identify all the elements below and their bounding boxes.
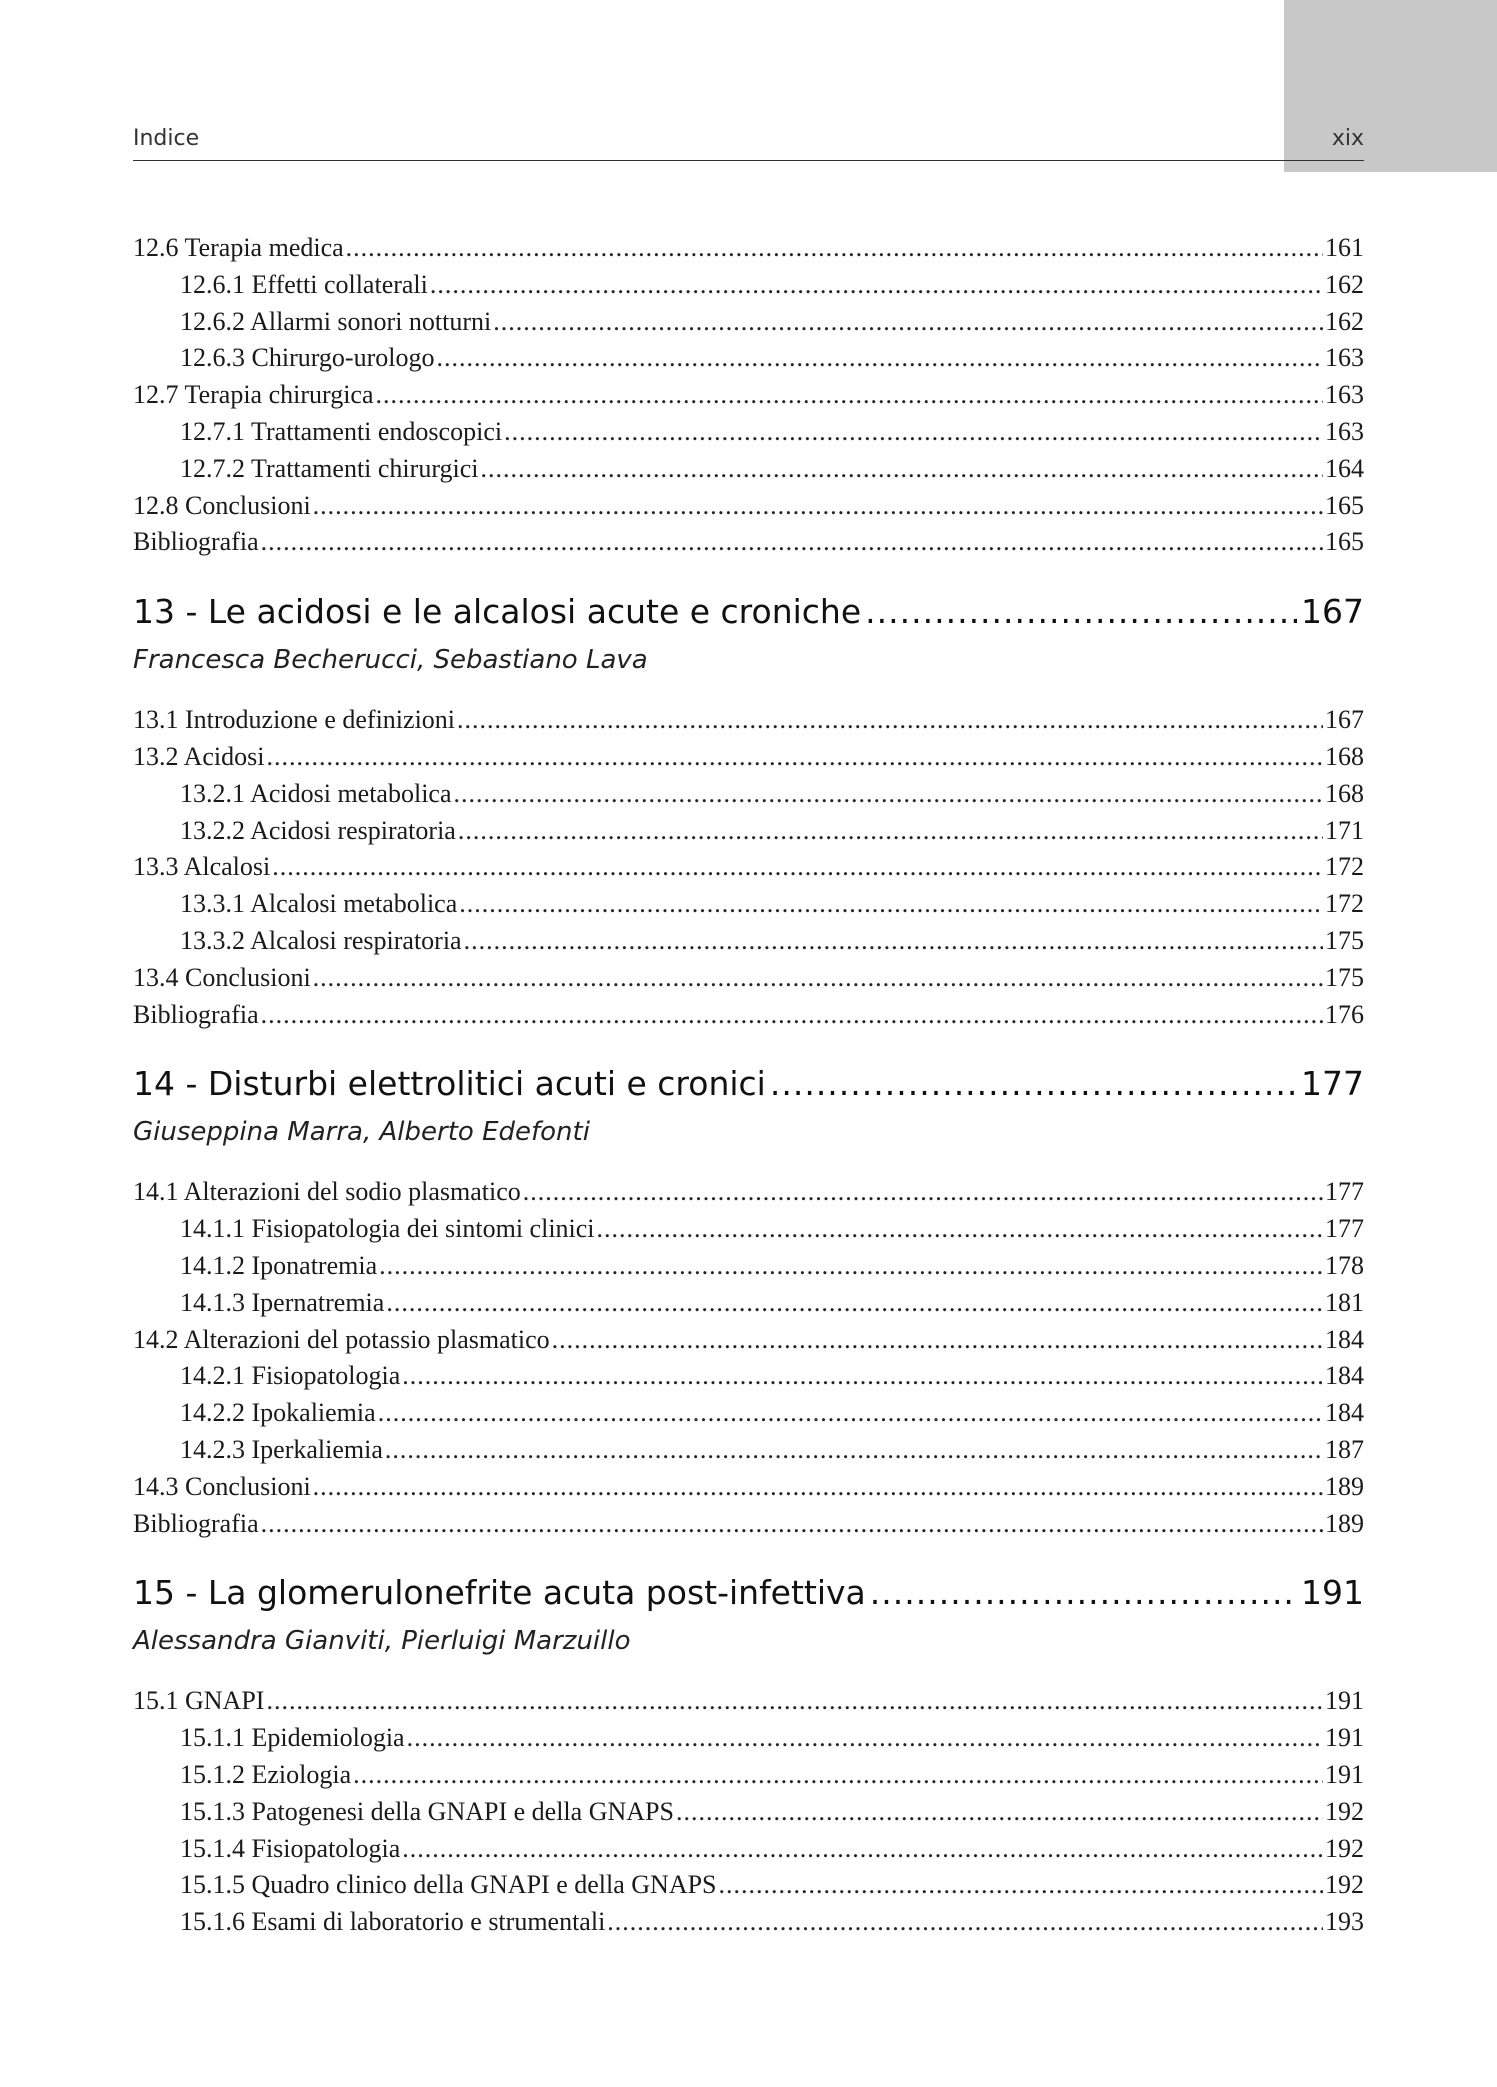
toc-entry[interactable]	[133, 776, 1364, 813]
entry-page-number: 175	[1325, 962, 1364, 992]
toc-entry[interactable]	[133, 1248, 1364, 1285]
entry-page-number: 172	[1325, 889, 1364, 919]
entry-label: 15.1.3 Patogenesi della GNAPI e della GNAPS	[180, 1796, 674, 1826]
entry-page-number: 161	[1325, 233, 1364, 262]
entry-page-number: 192	[1325, 1870, 1364, 1900]
entry-page-number: 162	[1325, 306, 1364, 336]
entry-page-number: 193	[1325, 1907, 1364, 1937]
toc-entry[interactable]	[133, 414, 1364, 451]
chapter-heading	[133, 1058, 1364, 1154]
toc-entry[interactable]	[133, 960, 1364, 997]
toc-entry[interactable]	[133, 1831, 1364, 1868]
entry-label: 13.4 Conclusioni	[133, 962, 311, 992]
entry-page-number: 177	[1325, 1214, 1364, 1244]
toc-entry[interactable]	[133, 1285, 1364, 1322]
entry-label: Bibliografia	[133, 1508, 259, 1538]
entry-page-number: 189	[1325, 1471, 1364, 1501]
entry-page-number: 189	[1325, 1508, 1364, 1538]
toc-entry[interactable]	[133, 702, 1364, 739]
entry-label: 12.7.1 Trattamenti endoscopici	[180, 416, 503, 446]
toc-block	[133, 586, 1364, 1033]
entry-label: 13.3 Alcalosi	[133, 852, 271, 882]
dot-leader	[464, 923, 1323, 960]
dot-leader	[385, 1432, 1323, 1469]
dot-leader	[353, 1757, 1323, 1794]
entry-page-number: 181	[1325, 1287, 1364, 1317]
dot-leader	[493, 304, 1323, 341]
entry-label: 15.1.4 Fisiopatologia	[180, 1833, 401, 1863]
toc-entry[interactable]	[133, 1211, 1364, 1248]
dot-leader	[266, 739, 1323, 776]
dot-leader	[430, 267, 1323, 304]
chapter-authors: Francesca Becherucci, Sebastiano Lava	[133, 645, 648, 676]
dot-leader	[261, 1506, 1323, 1543]
entry-page-number: 184	[1325, 1398, 1364, 1428]
entry-page-number: 163	[1325, 380, 1364, 410]
toc-block	[133, 1058, 1364, 1542]
entry-page-number: 165	[1325, 527, 1364, 557]
toc-entry[interactable]	[133, 1322, 1364, 1359]
entry-page-number: 187	[1325, 1434, 1364, 1464]
entry-label: 12.7 Terapia chirurgica	[133, 380, 374, 410]
entry-label: 15.1.2 Eziologia	[180, 1759, 352, 1789]
table-of-contents	[133, 230, 1364, 1941]
entry-page-number: 177	[1325, 1177, 1364, 1207]
entry-label: 12.6 Terapia medica	[133, 233, 344, 262]
entry-page-number: 178	[1325, 1250, 1364, 1280]
dot-leader	[376, 377, 1323, 414]
entry-page-number: 165	[1325, 490, 1364, 520]
dot-leader	[454, 776, 1323, 813]
toc-block	[133, 230, 1364, 561]
dot-leader	[719, 1867, 1323, 1904]
dot-leader	[457, 702, 1323, 739]
chapter-heading	[133, 586, 1364, 682]
entry-page-number: 163	[1325, 343, 1364, 373]
entry-label: 12.6.2 Allarmi sonori notturni	[180, 306, 492, 336]
chapter-page-number: 191	[1301, 1573, 1364, 1613]
entry-label: Bibliografia	[133, 527, 259, 557]
entry-label: 13.2.2 Acidosi respiratoria	[180, 815, 456, 845]
entry-page-number: 184	[1325, 1361, 1364, 1391]
toc-entry[interactable]	[133, 340, 1364, 377]
chapter-title-label: 14 - Disturbi elettrolitici acuti e cronici	[133, 1064, 766, 1104]
entry-page-number: 164	[1325, 453, 1364, 483]
toc-entry[interactable]	[133, 886, 1364, 923]
dot-leader	[402, 1831, 1323, 1868]
dot-leader	[459, 886, 1323, 923]
chapter-page-number: 167	[1301, 592, 1364, 632]
toc-entry[interactable]	[133, 524, 1364, 561]
dot-leader	[523, 1174, 1323, 1211]
dot-leader	[379, 1248, 1323, 1285]
toc-entry[interactable]	[133, 1174, 1364, 1211]
entry-label: 14.2.2 Ipokaliemia	[180, 1398, 376, 1428]
toc-entry[interactable]	[133, 1469, 1364, 1506]
toc-entry[interactable]	[133, 488, 1364, 525]
entry-page-number: 176	[1325, 999, 1364, 1029]
entry-page-number: 163	[1325, 416, 1364, 446]
chapter-title[interactable]	[133, 586, 1364, 638]
chapter-title[interactable]	[133, 1567, 1364, 1619]
toc-entry[interactable]	[133, 1506, 1364, 1543]
entry-label: 12.6.1 Effetti collaterali	[180, 269, 428, 299]
entry-page-number: 168	[1325, 741, 1364, 771]
entry-page-number: 192	[1325, 1833, 1364, 1863]
dot-leader	[266, 1683, 1323, 1720]
dot-leader	[272, 849, 1323, 886]
entry-label: 14.1.3 Ipernatremia	[180, 1287, 385, 1317]
entry-label: 13.1 Introduzione e definizioni	[133, 705, 456, 735]
entry-page-number: 167	[1325, 705, 1364, 735]
toc-entry[interactable]	[133, 739, 1364, 776]
entry-label: 14.2.1 Fisiopatologia	[180, 1361, 401, 1391]
entry-label: Bibliografia	[133, 999, 259, 1029]
entry-page-number: 162	[1325, 269, 1364, 299]
entry-page-number: 172	[1325, 852, 1364, 882]
toc-entry[interactable]	[133, 267, 1364, 304]
dot-leader	[402, 1358, 1323, 1395]
entry-page-number: 175	[1325, 925, 1364, 955]
toc-entry[interactable]	[133, 1395, 1364, 1432]
toc-block	[133, 1567, 1364, 1941]
dot-leader	[676, 1794, 1323, 1831]
entry-label: 15.1.6 Esami di laboratorio e strumentali	[180, 1907, 606, 1937]
dot-leader	[378, 1395, 1323, 1432]
entry-label: 15.1.5 Quadro clinico della GNAPI e della GNAPS	[180, 1870, 717, 1900]
toc-entry[interactable]	[133, 230, 1364, 267]
entry-label: 13.2 Acidosi	[133, 741, 265, 771]
toc-entry[interactable]	[133, 377, 1364, 414]
dot-leader	[346, 230, 1323, 267]
entry-page-number: 184	[1325, 1324, 1364, 1354]
dot-leader	[261, 524, 1323, 561]
dot-leader	[261, 997, 1323, 1034]
toc-entry[interactable]	[133, 1683, 1364, 1720]
dot-leader	[552, 1322, 1323, 1359]
chapter-title-label: 13 - Le acidosi e le alcalosi acute e croniche	[133, 592, 862, 632]
header-section-title: Indice	[133, 126, 200, 151]
toc-entry[interactable]	[133, 923, 1364, 960]
entry-label: 14.3 Conclusioni	[133, 1471, 311, 1501]
chapter-heading	[133, 1567, 1364, 1663]
toc-entry[interactable]	[133, 1720, 1364, 1757]
entry-label: 14.1.1 Fisiopatologia dei sintomi clinici	[180, 1214, 595, 1244]
chapter-title[interactable]	[133, 1058, 1364, 1110]
entry-label: 12.8 Conclusioni	[133, 490, 311, 520]
dot-leader	[313, 960, 1323, 997]
entry-page-number: 191	[1325, 1759, 1364, 1789]
dot-leader	[597, 1211, 1323, 1248]
dot-leader	[865, 586, 1297, 638]
toc-entry[interactable]	[133, 451, 1364, 488]
entry-label: 12.7.2 Trattamenti chirurgici	[180, 453, 479, 483]
dot-leader	[436, 340, 1323, 377]
chapter-page-number: 177	[1301, 1064, 1364, 1104]
running-header	[133, 126, 1364, 161]
entry-label: 15.1.1 Epidemiologia	[180, 1723, 405, 1753]
toc-entry[interactable]	[133, 1904, 1364, 1941]
entry-page-number: 192	[1325, 1796, 1364, 1826]
dot-leader	[458, 813, 1323, 850]
toc-entry[interactable]	[133, 1358, 1364, 1395]
entry-label: 13.3.1 Alcalosi metabolica	[180, 889, 458, 919]
toc-entry[interactable]	[133, 1432, 1364, 1469]
dot-leader	[504, 414, 1323, 451]
toc-entry[interactable]	[133, 1794, 1364, 1831]
toc-entry[interactable]	[133, 1867, 1364, 1904]
entry-label: 15.1 GNAPI	[133, 1686, 265, 1716]
entry-page-number: 171	[1325, 815, 1364, 845]
entry-label: 14.1 Alterazioni del sodio plasmatico	[133, 1177, 521, 1207]
dot-leader	[313, 488, 1323, 525]
dot-leader	[407, 1720, 1323, 1757]
toc-entry[interactable]	[133, 849, 1364, 886]
entry-label: 13.2.1 Acidosi metabolica	[180, 778, 452, 808]
chapter-authors: Alessandra Gianviti, Pierluigi Marzuillo	[133, 1626, 631, 1657]
header-page-number: xix	[1331, 126, 1364, 151]
dot-leader	[770, 1058, 1297, 1110]
chapter-authors: Giuseppina Marra, Alberto Edefonti	[133, 1117, 590, 1148]
dot-leader	[607, 1904, 1323, 1941]
entry-page-number: 191	[1325, 1723, 1364, 1753]
entry-label: 14.2.3 Iperkaliemia	[180, 1434, 383, 1464]
dot-leader	[313, 1469, 1323, 1506]
dot-leader	[870, 1567, 1297, 1619]
entry-label: 14.1.2 Iponatremia	[180, 1250, 378, 1280]
toc-entry[interactable]	[133, 304, 1364, 341]
dot-leader	[481, 451, 1324, 488]
entry-page-number: 191	[1325, 1686, 1364, 1716]
chapter-title-label: 15 - La glomerulonefrite acuta post-infettiva	[133, 1573, 866, 1613]
entry-label: 14.2 Alterazioni del potassio plasmatico	[133, 1324, 550, 1354]
entry-label: 12.6.3 Chirurgo-urologo	[180, 343, 435, 373]
toc-entry[interactable]	[133, 1757, 1364, 1794]
toc-entry[interactable]	[133, 813, 1364, 850]
dot-leader	[386, 1285, 1323, 1322]
entry-label: 13.3.2 Alcalosi respiratoria	[180, 925, 462, 955]
entry-page-number: 168	[1325, 778, 1364, 808]
toc-entry[interactable]	[133, 997, 1364, 1034]
